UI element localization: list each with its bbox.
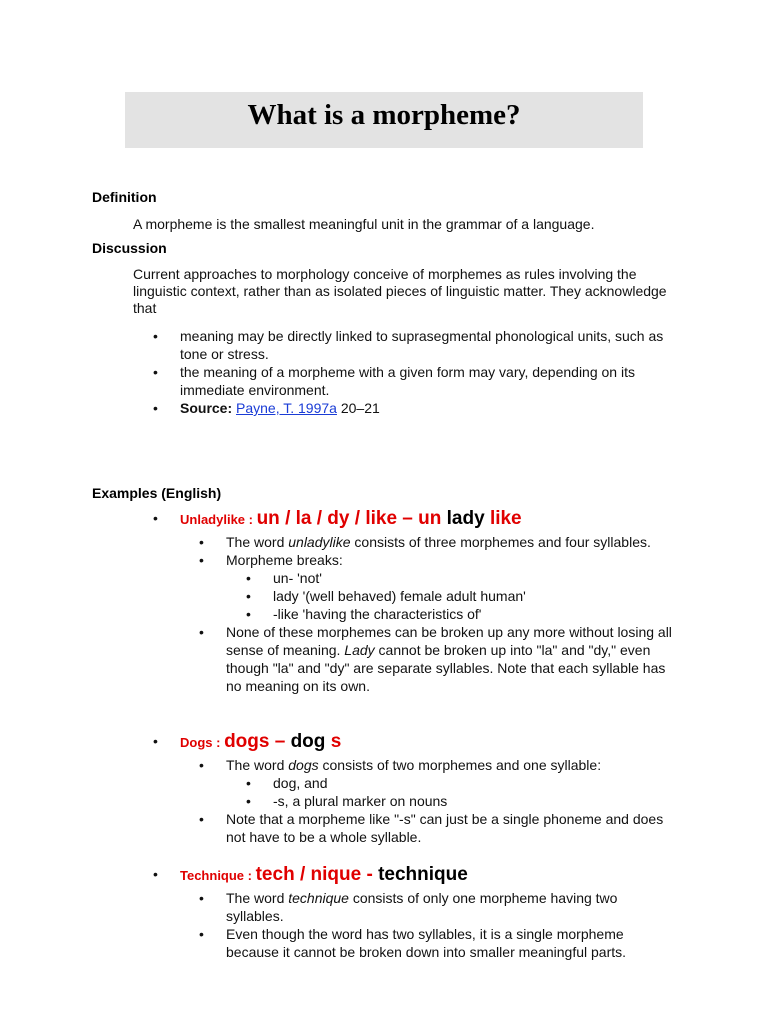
example-breakdown: tech / nique - <box>255 864 379 885</box>
list-item <box>133 533 673 551</box>
example-label: Technique : <box>180 868 256 883</box>
list-item <box>133 889 673 925</box>
text-fragment: consists of only one morpheme having two syllables. <box>226 890 618 924</box>
examples-heading: Examples (English) <box>92 485 222 501</box>
example-label: Dogs : <box>180 735 225 750</box>
example-dogs <box>133 733 673 752</box>
list-item: • Morpheme breaks: <box>133 551 673 569</box>
text-fragment: cannot be broken up into "la" and "dy," even though "la" and "dy" are separate syllables. Note that each syllable has no meaning on its own. <box>226 642 666 694</box>
list-item: • un- 'not' <box>133 569 673 587</box>
text-fragment: None of these morphemes can be broken up any more without losing all sense of meaning. <box>226 624 672 658</box>
discussion-text: Current approaches to morphology conceive of morphemes as rules involving the linguistic context, rather than as isolated pieces of linguistic matter. They acknowledge that <box>133 266 667 316</box>
definition-text: A morpheme is the smallest meaningful unit in the grammar of a language. <box>133 216 595 232</box>
text-fragment: The word <box>226 890 289 906</box>
list-item: • the meaning of a morpheme with a given form may vary, depending on its immediate environment. <box>133 363 673 399</box>
example-heading-technique <box>133 866 673 885</box>
emphasis: unladylike <box>288 534 351 550</box>
example-heading-dogs <box>133 733 673 752</box>
list-item: • dog, and <box>133 774 673 792</box>
list-item: • meaning may be directly linked to suprasegmental phonological units, such as tone or stress. <box>133 327 673 363</box>
title-box <box>125 92 643 148</box>
list-item <box>133 756 673 774</box>
page-title: What is a morpheme? <box>247 99 521 131</box>
text-fragment: consists of two morphemes and one syllable: <box>318 757 602 773</box>
list-item <box>133 623 673 695</box>
emphasis: technique <box>288 890 349 906</box>
example-root: dog <box>290 731 331 752</box>
text-fragment: The word <box>226 757 289 773</box>
emphasis: Lady <box>344 642 375 658</box>
example-unladylike <box>133 510 673 529</box>
source-item <box>133 399 673 417</box>
example-breakdown: un / la / dy / like – un <box>256 508 447 529</box>
list-item: • Note that a morpheme like "-s" can just be a single phoneme and does not have to be a whole syllable. <box>133 810 673 846</box>
source-label: Source: <box>180 400 233 416</box>
list-item: • -like 'having the characteristics of' <box>133 605 673 623</box>
example-suffix: like <box>489 508 522 529</box>
text-fragment: The word <box>226 534 289 550</box>
definition-heading: Definition <box>92 189 157 205</box>
technique-details <box>133 889 673 961</box>
list-item: • lady '(well behaved) female adult human' <box>133 587 673 605</box>
example-label: Unladylike : <box>180 512 257 527</box>
unladylike-details <box>133 533 673 695</box>
example-root: lady <box>446 508 490 529</box>
example-technique <box>133 866 673 885</box>
source-link[interactable]: Payne, T. 1997a <box>236 400 337 416</box>
example-breakdown: dogs – <box>224 731 291 752</box>
example-root: technique <box>378 864 468 885</box>
discussion-heading: Discussion <box>92 240 167 256</box>
text-fragment: consists of three morphemes and four syllables. <box>350 534 651 550</box>
discussion-list <box>133 327 673 417</box>
example-heading-unladylike <box>133 510 673 529</box>
example-suffix: s <box>330 731 342 752</box>
emphasis: dogs <box>288 757 319 773</box>
source-pages: 20–21 <box>336 400 380 416</box>
dogs-details <box>133 756 673 846</box>
list-item: • -s, a plural marker on nouns <box>133 792 673 810</box>
list-item: • Even though the word has two syllables, it is a single morpheme because it cannot be broken down into smaller meaningful parts. <box>133 925 673 961</box>
